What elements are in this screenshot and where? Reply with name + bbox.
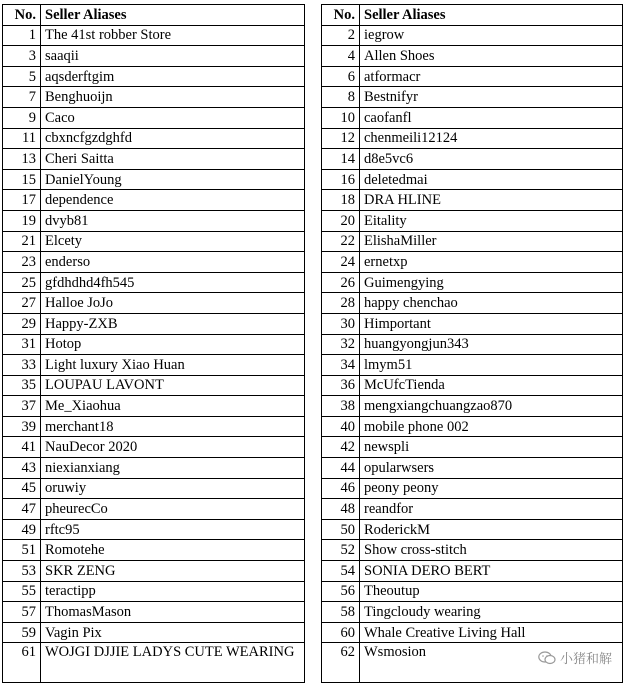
table-row bbox=[3, 499, 305, 520]
table-row bbox=[3, 231, 305, 252]
seller-alias: caofanfl bbox=[360, 107, 623, 128]
seller-alias: ElishaMiller bbox=[360, 231, 623, 252]
seller-alias: mobile phone 002 bbox=[360, 416, 623, 437]
seller-alias: enderso bbox=[41, 252, 305, 273]
seller-alias: opularwsers bbox=[360, 458, 623, 479]
row-number: 6 bbox=[322, 66, 360, 87]
row-number: 19 bbox=[3, 210, 41, 231]
table-row bbox=[3, 313, 305, 334]
row-number: 8 bbox=[322, 87, 360, 108]
row-number: 36 bbox=[322, 375, 360, 396]
table-row bbox=[3, 272, 305, 293]
seller-alias: SKR ZENG bbox=[41, 561, 305, 582]
seller-alias: huangyongjun343 bbox=[360, 334, 623, 355]
table-row bbox=[3, 252, 305, 273]
seller-alias: McUfcTienda bbox=[360, 375, 623, 396]
row-number: 20 bbox=[322, 210, 360, 231]
table-row bbox=[3, 458, 305, 479]
seller-table-left bbox=[2, 4, 305, 683]
table-row bbox=[3, 107, 305, 128]
row-number: 9 bbox=[3, 107, 41, 128]
seller-alias: chenmeili12124 bbox=[360, 128, 623, 149]
seller-alias: Allen Shoes bbox=[360, 46, 623, 67]
seller-alias: Elcety bbox=[41, 231, 305, 252]
row-number: 13 bbox=[3, 149, 41, 170]
row-number: 40 bbox=[322, 416, 360, 437]
seller-alias: pheurecCo bbox=[41, 499, 305, 520]
table-row bbox=[322, 458, 623, 479]
seller-alias: aqsderftgim bbox=[41, 66, 305, 87]
row-number: 14 bbox=[322, 149, 360, 170]
table-row bbox=[322, 375, 623, 396]
table-row bbox=[322, 25, 623, 46]
seller-alias: niexianxiang bbox=[41, 458, 305, 479]
table-row bbox=[322, 478, 623, 499]
seller-alias: lmym51 bbox=[360, 355, 623, 376]
row-number: 5 bbox=[3, 66, 41, 87]
seller-alias: atformacr bbox=[360, 66, 623, 87]
table-row bbox=[322, 519, 623, 540]
seller-alias: Halloe JoJo bbox=[41, 293, 305, 314]
watermark-text: 小猪和解 bbox=[559, 652, 612, 667]
table-row bbox=[3, 581, 305, 602]
row-number: 22 bbox=[322, 231, 360, 252]
table-row bbox=[3, 293, 305, 314]
table-row bbox=[3, 478, 305, 499]
table-row bbox=[322, 46, 623, 67]
table-row bbox=[3, 169, 305, 190]
row-number: 55 bbox=[3, 581, 41, 602]
row-number: 3 bbox=[3, 46, 41, 67]
watermark bbox=[538, 648, 612, 667]
table-row bbox=[3, 622, 305, 643]
row-number: 54 bbox=[322, 561, 360, 582]
row-number: 23 bbox=[3, 252, 41, 273]
row-number: 29 bbox=[3, 313, 41, 334]
row-number: 33 bbox=[3, 355, 41, 376]
row-number: 28 bbox=[322, 293, 360, 314]
seller-alias: cbxncfgzdghfd bbox=[41, 128, 305, 149]
table-row bbox=[322, 231, 623, 252]
seller-alias: Wsmosion bbox=[360, 643, 623, 683]
row-number: 53 bbox=[3, 561, 41, 582]
header-seller-aliases: Seller Aliases bbox=[41, 5, 305, 26]
row-number: 49 bbox=[3, 519, 41, 540]
row-number: 62 bbox=[322, 643, 360, 683]
table-row bbox=[322, 149, 623, 170]
table-row bbox=[3, 643, 305, 683]
row-number: 48 bbox=[322, 499, 360, 520]
row-number: 30 bbox=[322, 313, 360, 334]
row-number: 2 bbox=[322, 25, 360, 46]
header-no: No. bbox=[322, 5, 360, 26]
row-number: 10 bbox=[322, 107, 360, 128]
row-number: 27 bbox=[3, 293, 41, 314]
seller-table-left-body bbox=[3, 25, 305, 683]
row-number: 37 bbox=[3, 396, 41, 417]
seller-alias: Show cross-stitch bbox=[360, 540, 623, 561]
table-row bbox=[322, 252, 623, 273]
table-row bbox=[3, 334, 305, 355]
seller-alias: Caco bbox=[41, 107, 305, 128]
seller-alias: merchant18 bbox=[41, 416, 305, 437]
row-number: 58 bbox=[322, 602, 360, 623]
seller-alias: iegrow bbox=[360, 25, 623, 46]
table-row bbox=[322, 66, 623, 87]
table-row bbox=[3, 602, 305, 623]
table-row bbox=[322, 87, 623, 108]
table-row bbox=[3, 519, 305, 540]
table-row bbox=[322, 190, 623, 211]
table-row bbox=[3, 149, 305, 170]
seller-alias: WOJGI DJJIE LADYS CUTE WEARING bbox=[41, 643, 305, 683]
table-row bbox=[3, 375, 305, 396]
row-number: 12 bbox=[322, 128, 360, 149]
row-number: 60 bbox=[322, 622, 360, 643]
wechat-logo-icon bbox=[538, 651, 556, 665]
seller-alias: Benghuoijn bbox=[41, 87, 305, 108]
row-number: 44 bbox=[322, 458, 360, 479]
table-row bbox=[322, 581, 623, 602]
seller-alias: saaqii bbox=[41, 46, 305, 67]
seller-alias: Himportant bbox=[360, 313, 623, 334]
table-row bbox=[322, 107, 623, 128]
table-row bbox=[322, 561, 623, 582]
row-number: 61 bbox=[3, 643, 41, 683]
seller-alias: dvyb81 bbox=[41, 210, 305, 231]
seller-alias: deletedmai bbox=[360, 169, 623, 190]
table-row bbox=[3, 396, 305, 417]
header-seller-aliases: Seller Aliases bbox=[360, 5, 623, 26]
seller-alias: happy chenchao bbox=[360, 293, 623, 314]
row-number: 16 bbox=[322, 169, 360, 190]
table-row bbox=[3, 210, 305, 231]
table-row bbox=[322, 396, 623, 417]
table-header-row bbox=[322, 5, 623, 26]
row-number: 11 bbox=[3, 128, 41, 149]
table-row bbox=[322, 293, 623, 314]
seller-alias: Light luxury Xiao Huan bbox=[41, 355, 305, 376]
table-row bbox=[322, 272, 623, 293]
row-number: 17 bbox=[3, 190, 41, 211]
row-number: 7 bbox=[3, 87, 41, 108]
seller-alias: Happy-ZXB bbox=[41, 313, 305, 334]
table-row bbox=[322, 355, 623, 376]
seller-alias: Theoutup bbox=[360, 581, 623, 602]
seller-alias: oruwiy bbox=[41, 478, 305, 499]
seller-alias: Vagin Pix bbox=[41, 622, 305, 643]
table-row bbox=[3, 355, 305, 376]
seller-alias: ernetxp bbox=[360, 252, 623, 273]
seller-alias: gfdhdhd4fh545 bbox=[41, 272, 305, 293]
seller-alias: peony peony bbox=[360, 478, 623, 499]
table-row bbox=[3, 87, 305, 108]
row-number: 45 bbox=[3, 478, 41, 499]
seller-alias: LOUPAU LAVONT bbox=[41, 375, 305, 396]
row-number: 59 bbox=[3, 622, 41, 643]
seller-alias: teractipp bbox=[41, 581, 305, 602]
row-number: 31 bbox=[3, 334, 41, 355]
table-row bbox=[3, 190, 305, 211]
table-row bbox=[322, 540, 623, 561]
seller-alias: RoderickM bbox=[360, 519, 623, 540]
row-number: 21 bbox=[3, 231, 41, 252]
seller-alias: The 41st robber Store bbox=[41, 25, 305, 46]
seller-alias: Romotehe bbox=[41, 540, 305, 561]
table-row bbox=[3, 561, 305, 582]
row-number: 39 bbox=[3, 416, 41, 437]
row-number: 47 bbox=[3, 499, 41, 520]
row-number: 50 bbox=[322, 519, 360, 540]
seller-alias: Tingcloudy wearing bbox=[360, 602, 623, 623]
table-row bbox=[3, 416, 305, 437]
table-row bbox=[322, 313, 623, 334]
seller-alias: Me_Xiaohua bbox=[41, 396, 305, 417]
seller-alias: d8e5vc6 bbox=[360, 149, 623, 170]
seller-alias: Bestnifyr bbox=[360, 87, 623, 108]
seller-alias: Cheri Saitta bbox=[41, 149, 305, 170]
row-number: 32 bbox=[322, 334, 360, 355]
row-number: 18 bbox=[322, 190, 360, 211]
table-row bbox=[322, 437, 623, 458]
table-row bbox=[3, 25, 305, 46]
seller-alias: dependence bbox=[41, 190, 305, 211]
table-row bbox=[322, 210, 623, 231]
seller-alias: newspli bbox=[360, 437, 623, 458]
table-row bbox=[322, 128, 623, 149]
row-number: 51 bbox=[3, 540, 41, 561]
row-number: 42 bbox=[322, 437, 360, 458]
seller-alias: reandfor bbox=[360, 499, 623, 520]
table-row bbox=[322, 499, 623, 520]
row-number: 26 bbox=[322, 272, 360, 293]
seller-alias: NauDecor 2020 bbox=[41, 437, 305, 458]
table-row bbox=[3, 66, 305, 87]
seller-alias: DanielYoung bbox=[41, 169, 305, 190]
table-row bbox=[322, 169, 623, 190]
table-row bbox=[3, 128, 305, 149]
table-row bbox=[322, 334, 623, 355]
seller-alias: DRA HLINE bbox=[360, 190, 623, 211]
row-number: 56 bbox=[322, 581, 360, 602]
seller-alias: mengxiangchuangzao870 bbox=[360, 396, 623, 417]
row-number: 46 bbox=[322, 478, 360, 499]
table-row bbox=[3, 540, 305, 561]
row-number: 57 bbox=[3, 602, 41, 623]
row-number: 43 bbox=[3, 458, 41, 479]
row-number: 25 bbox=[3, 272, 41, 293]
seller-alias: ThomasMason bbox=[41, 602, 305, 623]
table-row bbox=[322, 622, 623, 643]
table-row bbox=[3, 46, 305, 67]
seller-alias: SONIA DERO BERT bbox=[360, 561, 623, 582]
row-number: 52 bbox=[322, 540, 360, 561]
seller-alias: rftc95 bbox=[41, 519, 305, 540]
row-number: 15 bbox=[3, 169, 41, 190]
seller-table-right bbox=[321, 4, 623, 683]
table-row bbox=[322, 602, 623, 623]
row-number: 35 bbox=[3, 375, 41, 396]
row-number: 1 bbox=[3, 25, 41, 46]
seller-alias: Whale Creative Living Hall bbox=[360, 622, 623, 643]
seller-alias: Eitality bbox=[360, 210, 623, 231]
row-number: 24 bbox=[322, 252, 360, 273]
seller-table-right-body bbox=[322, 25, 623, 683]
seller-alias: Hotop bbox=[41, 334, 305, 355]
table-row bbox=[322, 416, 623, 437]
row-number: 34 bbox=[322, 355, 360, 376]
row-number: 41 bbox=[3, 437, 41, 458]
table-header-row bbox=[3, 5, 305, 26]
seller-alias: Guimengying bbox=[360, 272, 623, 293]
table-row bbox=[3, 437, 305, 458]
row-number: 38 bbox=[322, 396, 360, 417]
header-no: No. bbox=[3, 5, 41, 26]
row-number: 4 bbox=[322, 46, 360, 67]
